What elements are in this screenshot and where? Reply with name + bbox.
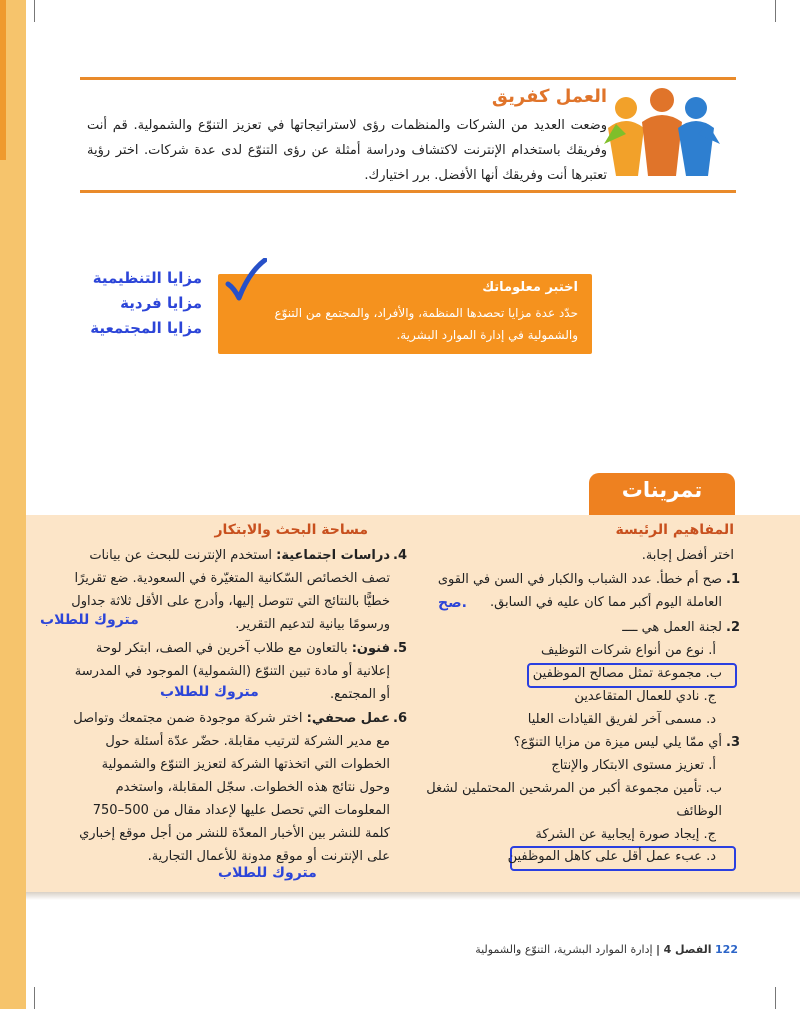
exercises-tab-label: تمرينات bbox=[621, 478, 703, 502]
handwritten-answer: مزايا المجتمعية bbox=[90, 319, 202, 337]
handwritten-student-note: متروك للطلاب bbox=[40, 612, 139, 628]
question-number: 4. bbox=[393, 548, 407, 563]
handwritten-answer: مزايا التنظيمية bbox=[92, 269, 202, 287]
handwritten-answers bbox=[84, 266, 202, 341]
question-4-label: دراسات اجتماعية: bbox=[276, 548, 390, 563]
key-concepts-intro: اختر أفضل إجابة. bbox=[641, 548, 734, 563]
question-3-option-selected: د. عبء عمل أقل على كاهل الموظفين bbox=[507, 849, 716, 864]
section-rule-bottom bbox=[80, 190, 736, 193]
handwritten-student-note: متروك للطلاب bbox=[218, 865, 317, 881]
check-knowledge-box bbox=[218, 274, 592, 354]
footer-separator: | bbox=[656, 943, 661, 956]
checkmark-icon bbox=[225, 258, 267, 302]
check-knowledge-title: اختبر معلوماتك bbox=[482, 280, 578, 295]
exercises-tab bbox=[589, 473, 735, 515]
check-knowledge-body: حدّد عدة مزايا تحصدها المنظمة، والأفراد، والمجتمع من التنوّع والشمولية في إدارة الموارد البشرية. bbox=[274, 306, 578, 342]
footer-title: إدارة الموارد البشرية، التنوّع والشمولية bbox=[475, 943, 653, 956]
section-rule-top bbox=[80, 77, 736, 80]
question-6-text: اختر شركة موجودة ضمن مجتمعك وتواصل مع مدير الشركة لترتيب مقابلة. حضّر عدّة أسئلة حول الخطوات التي اتخذتها الشركة لتعزيز التنوّع والشمولية وحول نتائج هذه الخطوات. سجّل المقابلة، واستخدم المعلومات التي تحصل عليها لإعداد مقال من 500–750 كلمة للنشر بين الأخبار المعدّة للنشر من أجل موقع إخباري على الإنترنت أو موقع مدونة للأعمال التجارية. bbox=[73, 711, 390, 864]
teamwork-title: العمل كفريق bbox=[491, 86, 607, 107]
question-5-label: فنون: bbox=[351, 641, 390, 656]
page-footer bbox=[475, 943, 738, 956]
panel-shadow bbox=[26, 892, 800, 900]
left-margin-accent bbox=[0, 0, 6, 160]
question-2-option-selected: ب. مجموعة تمثل مصالح الموظفين bbox=[532, 666, 722, 681]
crop-mark bbox=[775, 987, 776, 1009]
handwritten-answer: مزايا فردية bbox=[120, 294, 202, 312]
key-concepts-heading: المفاهيم الرئيسة bbox=[615, 522, 734, 538]
page-number: 122 bbox=[715, 943, 738, 956]
research-heading: مساحة البحث والابتكار bbox=[214, 522, 368, 538]
teamwork-body: وضعت العديد من الشركات والمنظمات رؤى لاستراتيجاتها في تعزيز التنوّع والشمولية. قم أنت وفريقك باستخدام الإنترنت لاكتشاف ودراسة أمثلة عن رؤى التنوّع لدى عدة شركات. اختر رؤية تعتبرها أنت وفريقك أنها الأفضل. برر اختيارك. bbox=[87, 118, 607, 183]
question-4-text: استخدم الإنترنت للبحث عن بيانات تصف الخصائص السّكانية المتغيّرة في السعودية. ضع تقريرًا خطيًّا بالنتائج التي تتوصل إليها، وأدرج على الأقل ثلاثة جداول ورسومًا بيانية لتدعيم التقرير. bbox=[71, 548, 390, 632]
chapter-label: الفصل 4 bbox=[663, 943, 712, 956]
question-3-option: أ. تعزيز مستوى الابتكار والإنتاج bbox=[551, 758, 716, 773]
teamwork-people-icon bbox=[604, 84, 720, 180]
question-number: 6. bbox=[393, 711, 407, 726]
question-2-option: أ. نوع من أنواع شركات التوظيف bbox=[540, 643, 716, 658]
question-1-text: صح أم خطأ. عدد الشباب والكبار في السن في القوى العاملة اليوم أكبر مما كان عليه في السابق. bbox=[437, 572, 722, 610]
question-6 bbox=[68, 707, 390, 868]
handwritten-answer-q1: صح. bbox=[438, 595, 467, 611]
question-number: 5. bbox=[393, 641, 407, 656]
question-5-text: بالتعاون مع طلاب آخرين في الصف، ابتكر لوحة إعلانية أو مادة تبين التنوّع (الشمولية) الموجود في المدرسة أو المجتمع. bbox=[74, 641, 390, 702]
question-number: 2. bbox=[726, 620, 740, 635]
question-2-option: د. مسمى آخر لفريق القيادات العليا bbox=[527, 712, 716, 727]
crop-mark bbox=[34, 987, 35, 1009]
question-3-option: ب. تأمين مجموعة أكبر من المرشحين المحتملين لشغل الوظائف bbox=[426, 781, 722, 819]
question-2-text: لجنة العمل هي ــــ bbox=[622, 620, 722, 635]
crop-mark bbox=[34, 0, 35, 22]
question-6-label: عمل صحفي: bbox=[306, 711, 390, 726]
question-number: 3. bbox=[726, 735, 740, 750]
handwritten-student-note: متروك للطلاب bbox=[160, 684, 259, 700]
question-2-option: ج. نادي للعمال المتقاعدين bbox=[574, 689, 716, 704]
crop-mark bbox=[775, 0, 776, 22]
question-3-option: ج. إيجاد صورة إيجابية عن الشركة bbox=[535, 827, 716, 842]
question-number: 1. bbox=[726, 572, 740, 587]
question-3-text: أي ممّا يلي ليس ميزة من مزايا التنوّع؟ bbox=[513, 735, 722, 750]
